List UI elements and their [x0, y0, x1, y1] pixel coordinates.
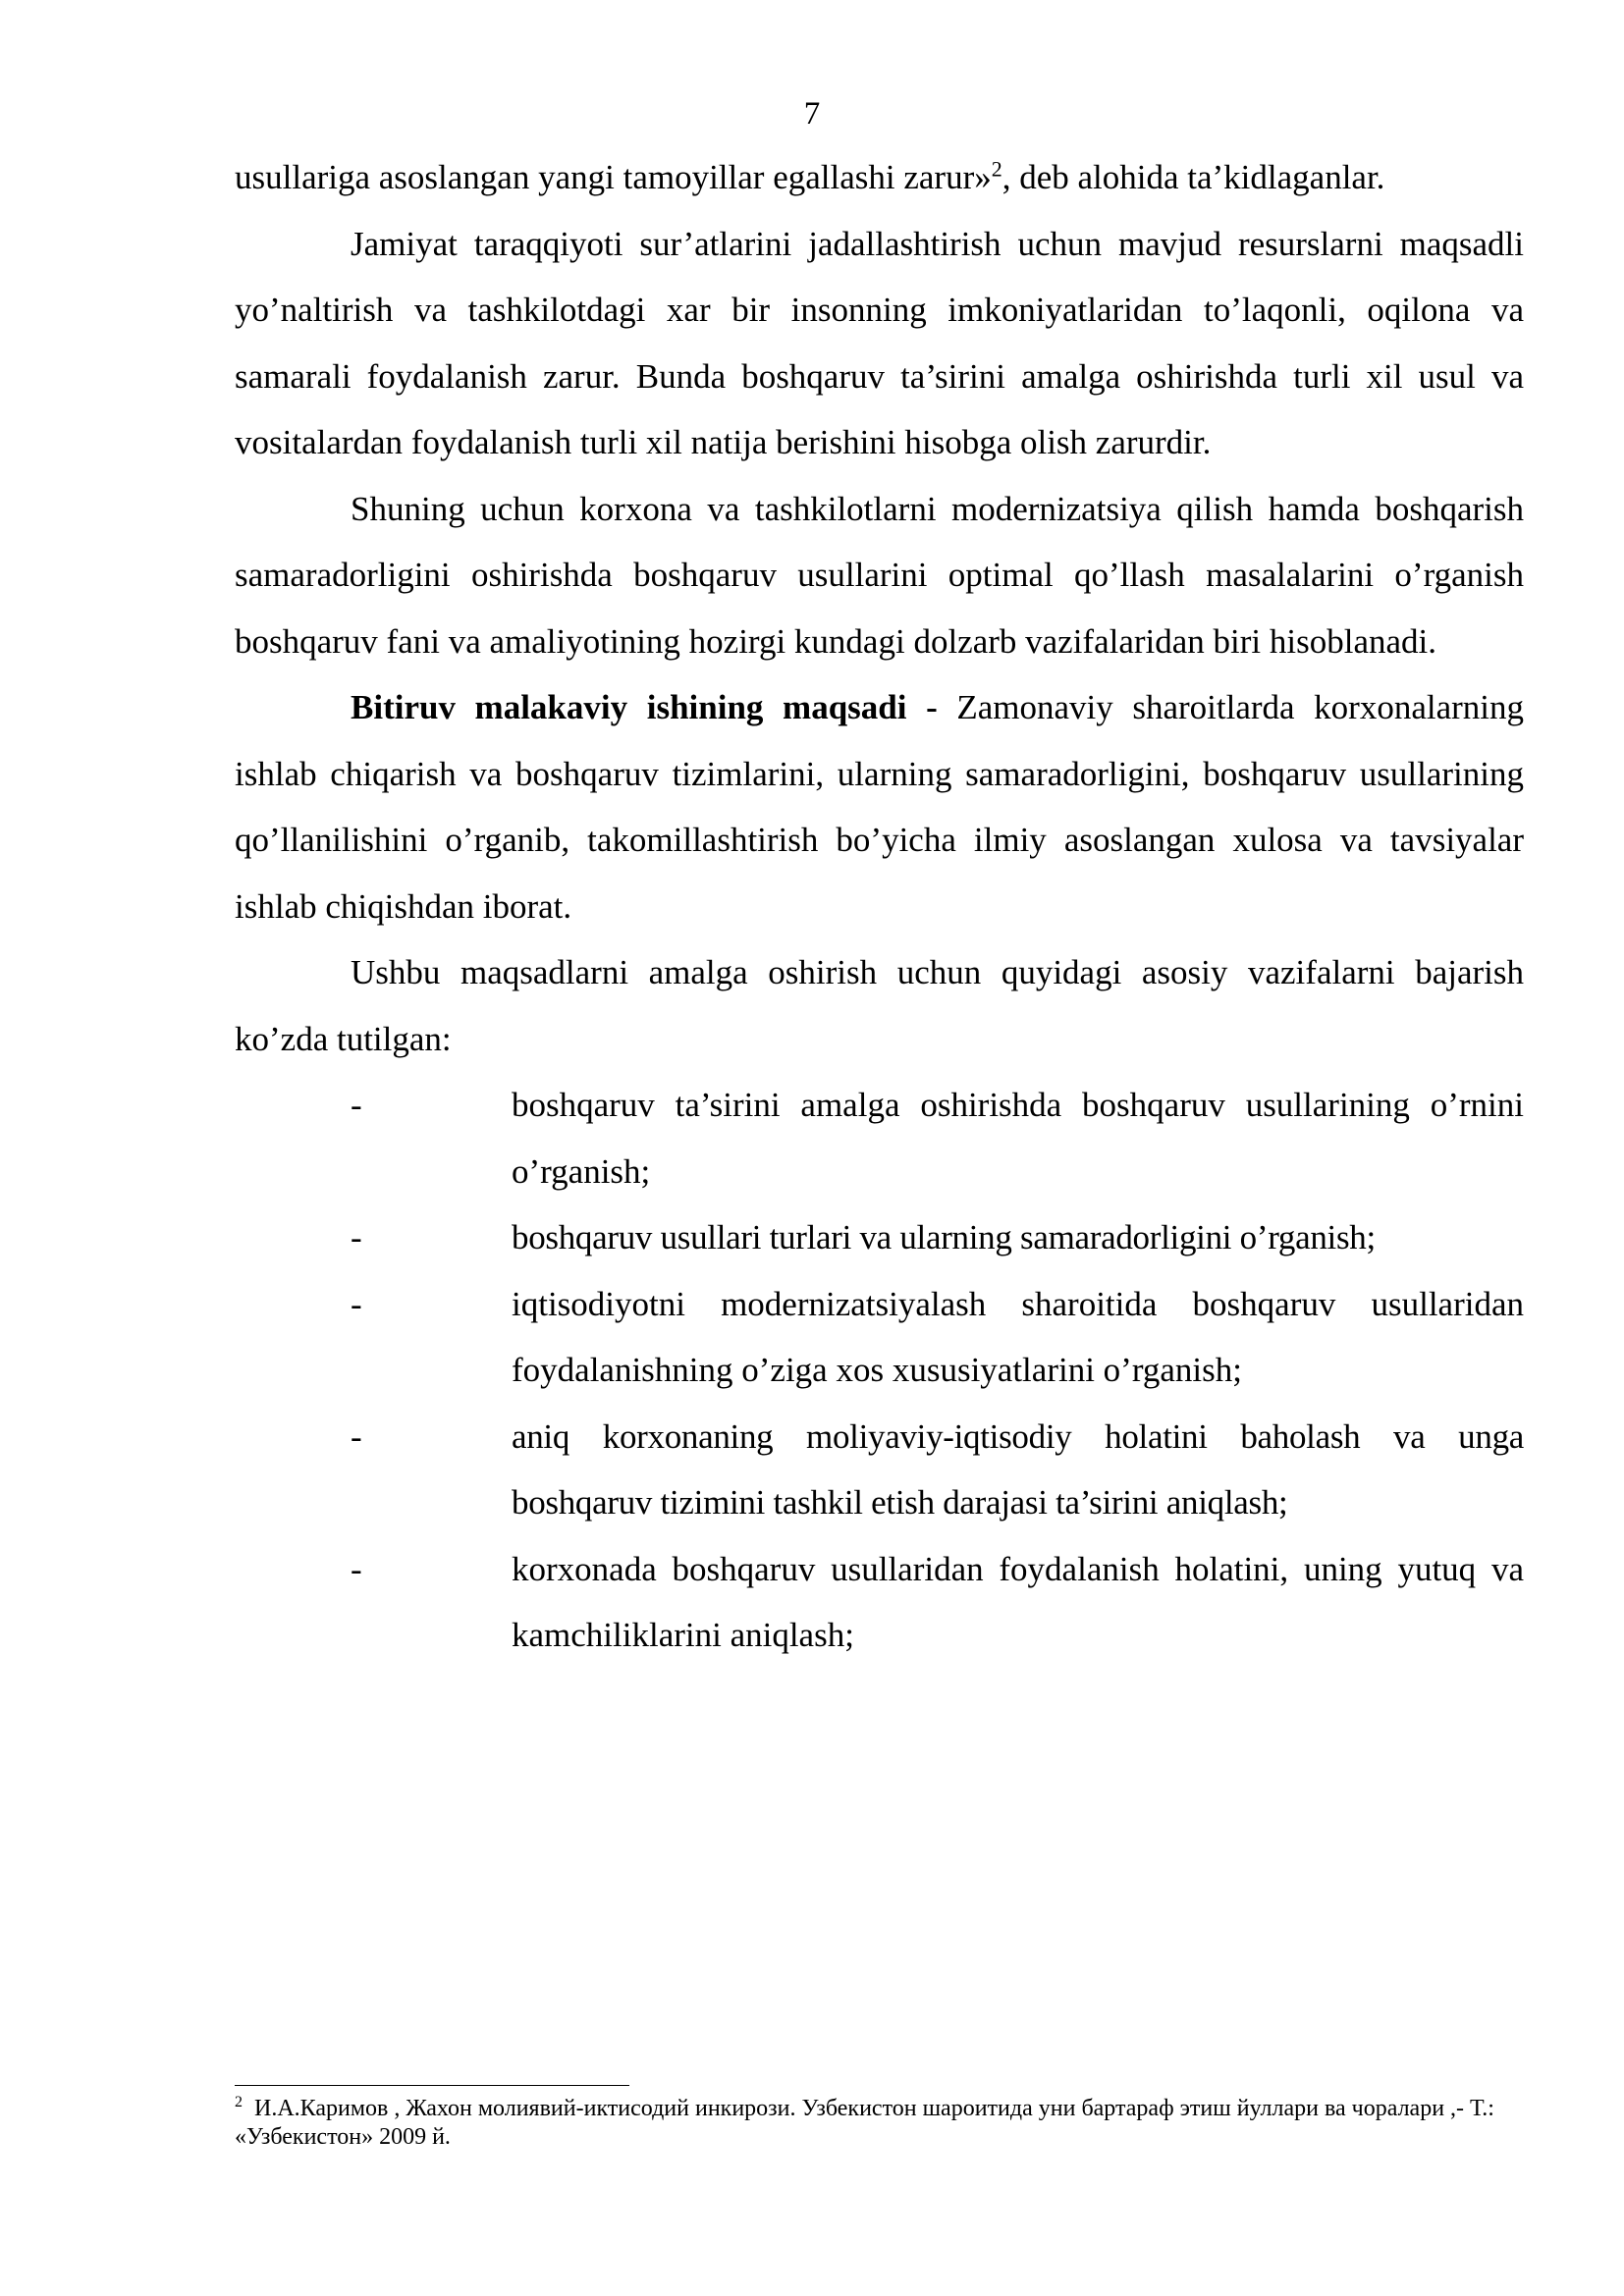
paragraph-development: Jamiyat taraqqiyoti sur’atlarini jadallashtirish uchun mavjud resurslarni maqsadli yo’naltirish va tashkilotdagi xar bir insonning imkoniyatlaridan to’laqonli, oqilona va samarali foydalanish zarur. Bunda boshqaruv ta’sirini amalga oshirishda turli xil usul va vositalardan foydalanish turli xil natija berishini hisobga olish zarurdir.	[235, 224, 1524, 461]
paragraph-tasks-intro: Ushbu maqsadlarni amalga oshirish uchun quyidagi asosiy vazifalarni bajarish ko’zda tutilgan:	[235, 953, 1524, 1058]
list-dash: -	[351, 1416, 362, 1456]
list-dash: -	[351, 1086, 362, 1124]
list-item	[235, 1204, 1524, 1271]
list-dash: -	[351, 1218, 362, 1256]
paragraph-modernization: Shuning uchun korxona va tashkilotlarni modernizatsiya qilish hamda boshqarish samaradorligini oshirishda boshqaruv usullarini optimal qo’llash masalalarini o’rganish boshqaruv fani va amaliyotining hozirgi kundagi dolzarb vazifalaridan biri hisoblanadi.	[235, 489, 1524, 661]
list-item-text: boshqaruv usullari turlari va ularning samaradorligini o’rganish;	[512, 1218, 1376, 1256]
goal-text: Zamonaviy sharoitlarda korxonalarning ishlab chiqarish va boshqaruv tizimlarini, ularning samaradorligini, boshqaruv usullarining qo’llanilishini o’rganib, takomillashtirish bo’yicha ilmiy asoslangan xulosa va tavsiyalar ishlab chiqishdan iborat.	[235, 688, 1524, 926]
body-text	[235, 144, 1524, 1669]
list-item	[235, 1271, 1524, 1404]
list-item	[235, 1536, 1524, 1669]
list-item-text: aniq korxonaning moliyaviy-iqtisodiy holatini baholash va unga boshqaruv tizimini tashkil etish darajasi ta’sirini aniqlash;	[512, 1416, 1524, 1522]
list-item	[235, 1072, 1524, 1204]
list-dash: -	[351, 1549, 362, 1588]
task-list	[235, 1072, 1524, 1669]
list-item-text: iqtisodiyotni modernizatsiyalash sharoitida boshqaruv usullaridan foydalanishning o’ziga xos xususiyatlarini o’rganish;	[512, 1284, 1524, 1389]
goal-heading: Bitiruv malakaviy ishining maqsadi -	[351, 688, 938, 726]
footnote	[235, 2095, 1524, 2152]
list-item-text: korxonada boshqaruv usullaridan foydalanish holatini, uning yutuq va kamchiliklarini aniqlash;	[512, 1549, 1524, 1654]
list-item-text: boshqaruv ta’sirini amalga oshirishda boshqaruv usullarining o’rnini o’rganish;	[512, 1086, 1524, 1191]
footnote-marker: 2	[235, 2094, 243, 2110]
footnote-text: И.А.Каримов , Жахон молиявий-иктисодий инкирози. Узбекистон шароитида уни бартараф этиш йуллари ва чоралари ,- Т.: «Узбекистон» 2009 й.	[235, 2096, 1494, 2150]
footnote-separator	[235, 2085, 629, 2086]
paragraph-text: usullariga asoslangan yangi tamoyillar egallashi zarur»	[235, 158, 992, 196]
list-dash: -	[351, 1284, 362, 1323]
paragraph-continuation	[235, 144, 1524, 211]
page-number: 7	[803, 96, 821, 132]
paragraph-goal	[235, 674, 1524, 939]
footnote-reference[interactable]: 2	[991, 156, 1002, 182]
list-item	[235, 1404, 1524, 1536]
paragraph-text-tail: , deb alohida ta’kidlaganlar.	[1001, 158, 1385, 196]
